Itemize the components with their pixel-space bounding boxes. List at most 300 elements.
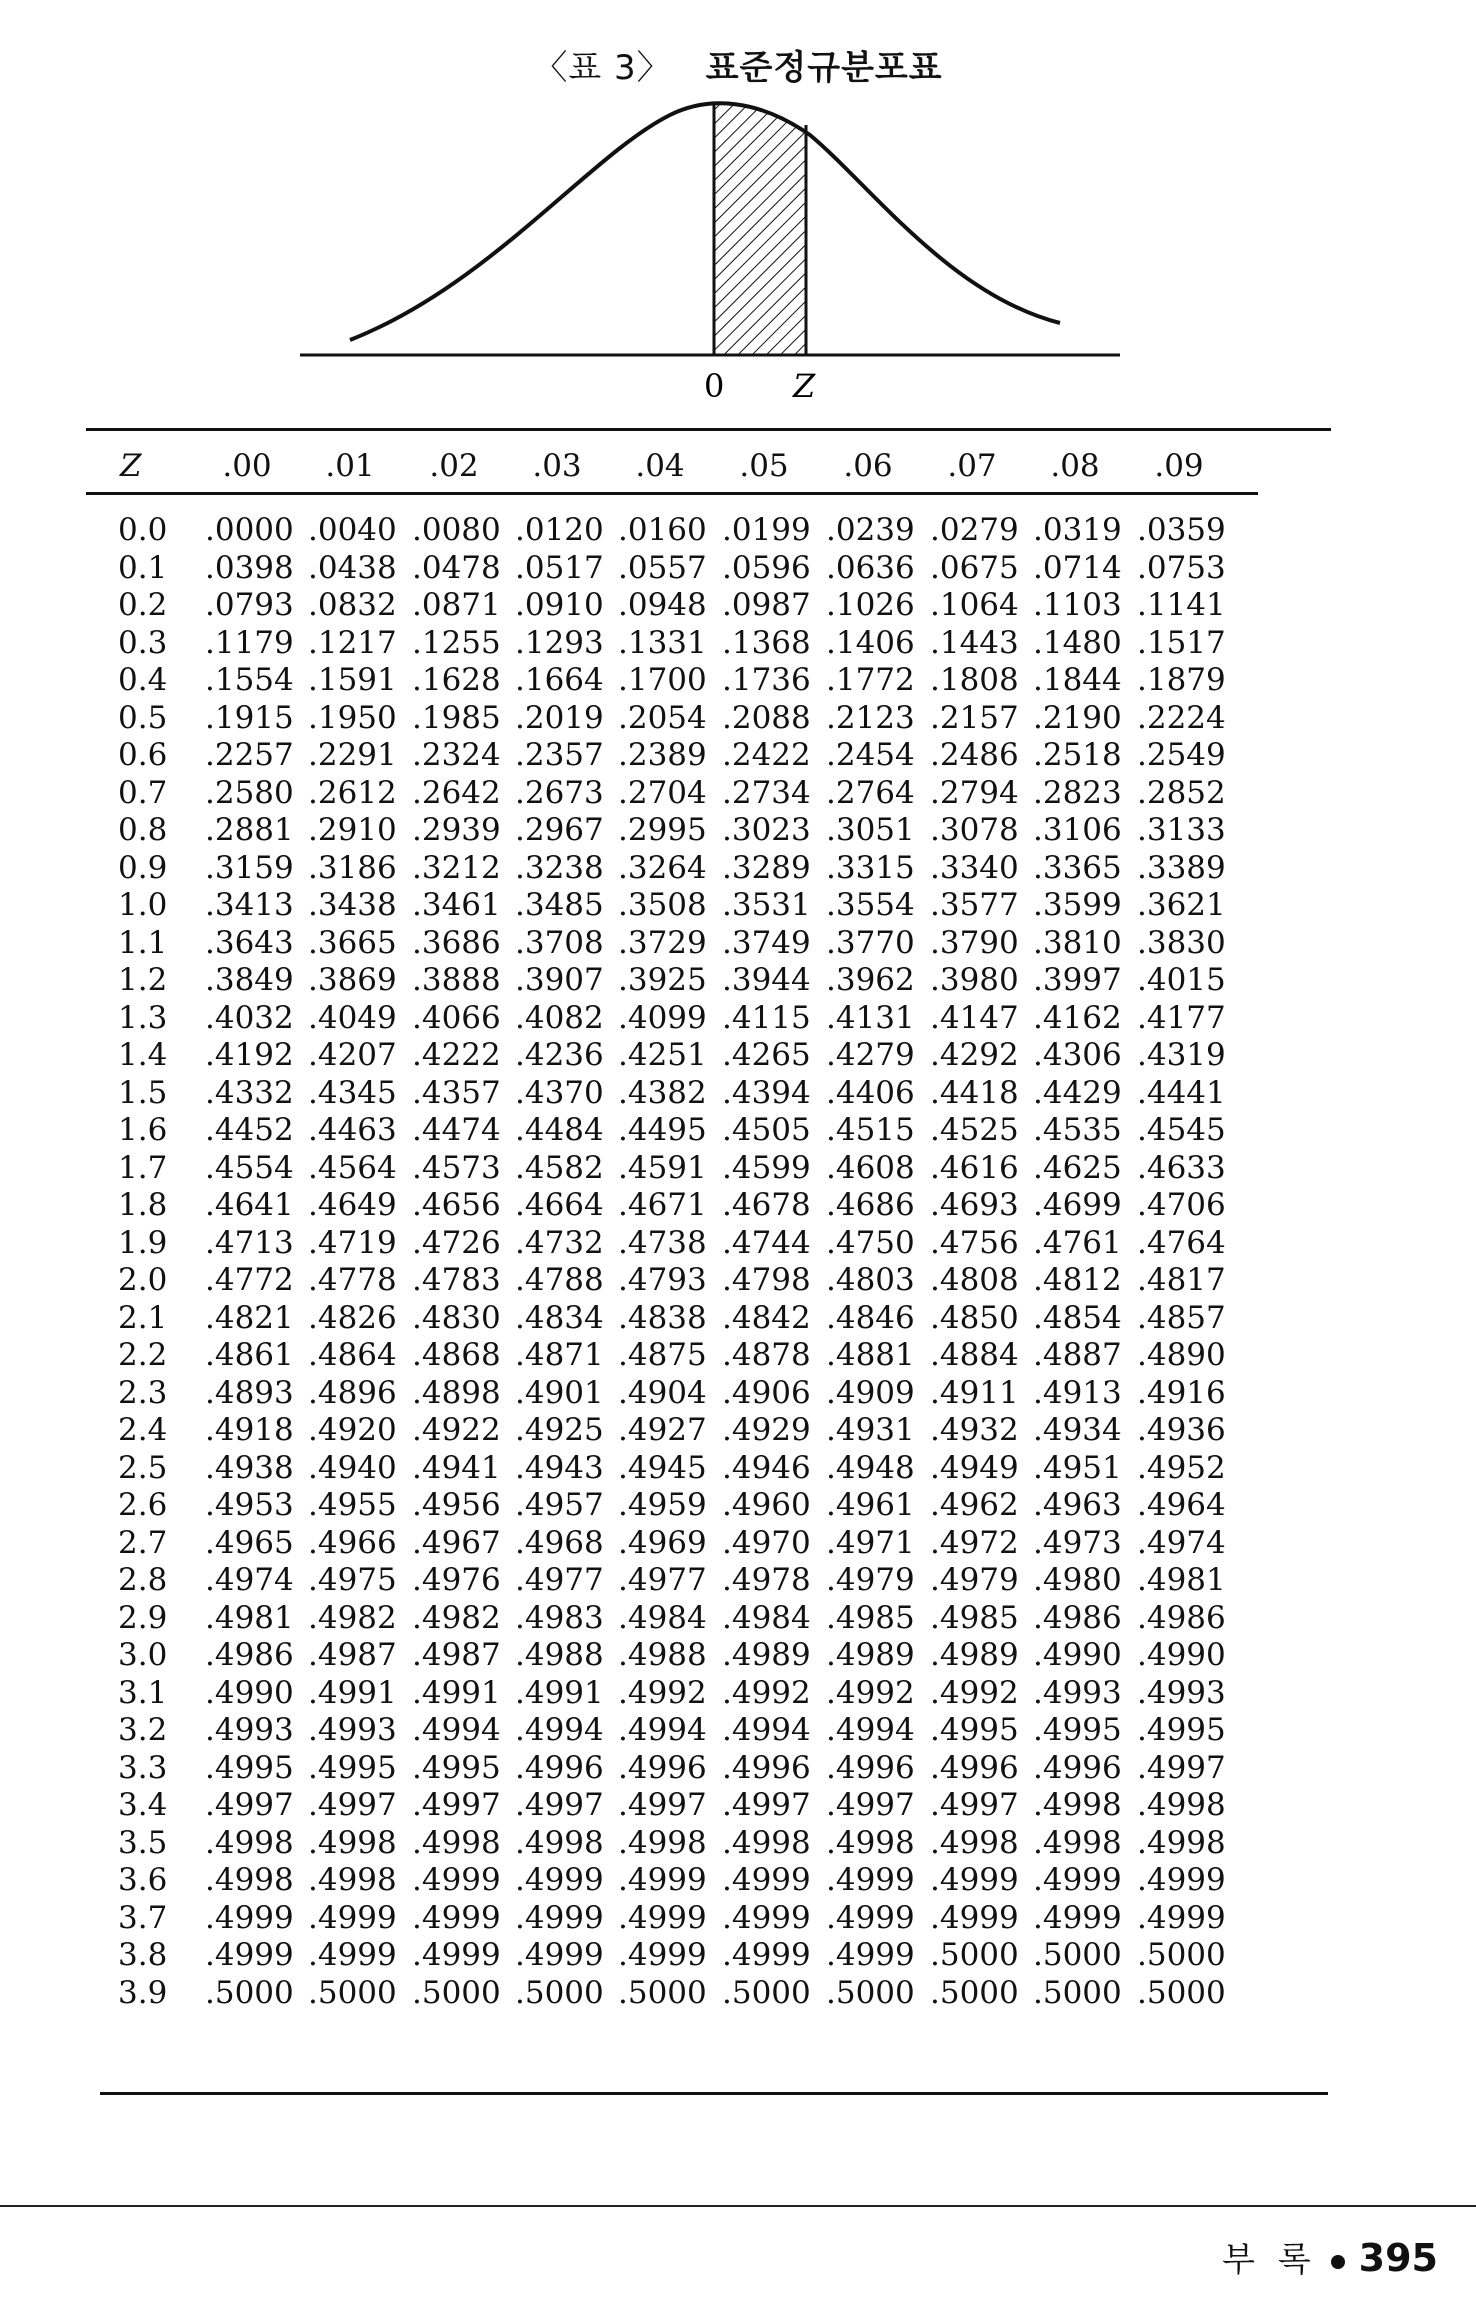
table-cell: .4986: [1137, 1599, 1226, 1636]
shaded-area: [714, 95, 806, 355]
table-cell: .4929: [722, 1412, 811, 1448]
table-cell: .4764: [1137, 1224, 1226, 1261]
table-cell: .3729: [618, 924, 707, 961]
table-cell: .4974: [1137, 1524, 1226, 1561]
table-cell: .2580: [205, 774, 294, 811]
table-cell: .3925: [618, 962, 707, 998]
table-cell: .3643: [205, 924, 294, 961]
table-cell: .4616: [930, 1149, 1019, 1186]
table-cell: .4750: [826, 1224, 915, 1261]
table-cell: .4699: [1033, 1187, 1122, 1223]
table-cell: .4918: [205, 1412, 294, 1448]
table-cell: .4997: [930, 1787, 1019, 1823]
table-cell: .4345: [308, 1074, 397, 1111]
table-cell: .4906: [722, 1374, 811, 1411]
table-row: [0, 1337, 1476, 1373]
table-cell: .4999: [930, 1899, 1019, 1936]
table-cell: .4826: [308, 1299, 397, 1336]
table-cell: .1700: [618, 662, 707, 698]
bullet-icon: [1331, 2255, 1345, 2269]
table-cell: .4452: [205, 1112, 294, 1148]
z-value: 1.0: [118, 887, 168, 923]
z-value: 1.1: [118, 924, 168, 961]
table-cell: .4429: [1033, 1074, 1122, 1111]
table-cell: .1664: [515, 662, 604, 698]
table-cell: .4990: [1033, 1637, 1122, 1673]
table-cell: .3554: [826, 887, 915, 923]
table-cell: .4997: [515, 1787, 604, 1823]
table-cell: .4573: [412, 1149, 501, 1186]
table-cell: .4994: [722, 1712, 811, 1748]
table-cell: .4984: [618, 1599, 707, 1636]
table-cell: .4966: [308, 1524, 397, 1561]
table-cell: .4938: [205, 1449, 294, 1486]
table-cell: .5000: [618, 1974, 707, 2011]
z-value: 0.2: [118, 587, 168, 623]
table-cell: .4251: [618, 1037, 707, 1073]
table-cell: .3869: [308, 962, 397, 998]
table-cell: .1628: [412, 662, 501, 698]
table-cell: .4738: [618, 1224, 707, 1261]
table-cell: .2967: [515, 812, 604, 848]
page-number: 395: [1358, 2236, 1438, 2280]
table-cell: .4370: [515, 1074, 604, 1111]
table-cell: .4726: [412, 1224, 501, 1261]
table-cell: .4972: [930, 1524, 1019, 1561]
table-cell: .4999: [826, 1937, 915, 1973]
table-cell: .4265: [722, 1037, 811, 1073]
table-cell: .4999: [722, 1899, 811, 1936]
table-cell: .4484: [515, 1112, 604, 1148]
table-row: [0, 700, 1476, 736]
table-row: [0, 1225, 1476, 1261]
table-cell: .4982: [412, 1599, 501, 1636]
z-value: 2.5: [118, 1449, 168, 1486]
table-cell: .4991: [412, 1674, 501, 1711]
table-cell: .2939: [412, 812, 501, 848]
table-cell: .4772: [205, 1262, 294, 1298]
table-cell: .4998: [205, 1862, 294, 1898]
table-cell: .4993: [1137, 1674, 1226, 1711]
table-number: 〈표 3〉: [533, 48, 672, 88]
table-cell: .4987: [412, 1637, 501, 1673]
z-value: 3.9: [118, 1974, 168, 2011]
table-cell: .5000: [930, 1937, 1019, 1973]
table-cell: .4656: [412, 1187, 501, 1223]
z-value: 2.0: [118, 1262, 168, 1298]
table-cell: .4032: [205, 999, 294, 1036]
table-row: [0, 1937, 1476, 1973]
header-z: Z: [120, 448, 142, 484]
table-cell: .5000: [412, 1974, 501, 2011]
table-cell: .4788: [515, 1262, 604, 1298]
table-cell: .4608: [826, 1149, 915, 1186]
table-cell: .4808: [930, 1262, 1019, 1298]
table-cell: .4962: [930, 1487, 1019, 1523]
table-cell: .3238: [515, 849, 604, 886]
table-cell: .3485: [515, 887, 604, 923]
header-col: .06: [843, 448, 893, 484]
z-value: 3.7: [118, 1899, 168, 1936]
table-cell: .3264: [618, 849, 707, 886]
table-cell: .3997: [1033, 962, 1122, 998]
table-cell: .4951: [1033, 1449, 1122, 1486]
table-row: [0, 962, 1476, 998]
table-cell: .0478: [412, 549, 501, 586]
table-cell: .3289: [722, 849, 811, 886]
table-row: [0, 1075, 1476, 1111]
table-cell: .4999: [930, 1862, 1019, 1898]
table-cell: .4898: [412, 1374, 501, 1411]
table-cell: .4997: [1137, 1749, 1226, 1786]
table-cell: .2291: [308, 737, 397, 773]
table-cell: .2422: [722, 737, 811, 773]
table-cell: .4985: [930, 1599, 1019, 1636]
table-cell: .4968: [515, 1524, 604, 1561]
table-cell: .4545: [1137, 1112, 1226, 1148]
table-cell: .4992: [826, 1674, 915, 1711]
table-cell: .3810: [1033, 924, 1122, 961]
table-cell: .2454: [826, 737, 915, 773]
z-value: 1.3: [118, 999, 168, 1036]
table-row: [0, 1900, 1476, 1936]
table-cell: .4996: [515, 1749, 604, 1786]
table-cell: .0910: [515, 587, 604, 623]
table-cell: .4357: [412, 1074, 501, 1111]
table-cell: .4982: [308, 1599, 397, 1636]
z-value: 2.4: [118, 1412, 168, 1448]
table-cell: .4957: [515, 1487, 604, 1523]
table-cell: .1331: [618, 624, 707, 661]
z-value: 2.1: [118, 1299, 168, 1336]
table-cell: .0948: [618, 587, 707, 623]
table-cell: .1141: [1137, 587, 1226, 623]
z-value: 3.0: [118, 1637, 168, 1673]
table-cell: .4890: [1137, 1337, 1226, 1373]
table-cell: .3413: [205, 887, 294, 923]
table-cell: .4967: [412, 1524, 501, 1561]
table-cell: .4916: [1137, 1374, 1226, 1411]
z-value: 3.1: [118, 1674, 168, 1711]
table-cell: .3849: [205, 962, 294, 998]
table-cell: .1844: [1033, 662, 1122, 698]
table-cell: .1554: [205, 662, 294, 698]
table-cell: .2088: [722, 699, 811, 736]
table-cell: .4983: [515, 1599, 604, 1636]
z-value: 0.6: [118, 737, 168, 773]
table-cell: .4999: [618, 1937, 707, 1973]
table-cell: .5000: [1033, 1974, 1122, 2011]
table-cell: .4279: [826, 1037, 915, 1073]
table-cell: .2357: [515, 737, 604, 773]
table-cell: .3830: [1137, 924, 1226, 961]
table-cell: .0596: [722, 549, 811, 586]
table-cell: .4015: [1137, 962, 1226, 998]
table-cell: .4991: [308, 1674, 397, 1711]
table-cell: .4998: [515, 1824, 604, 1861]
table-cell: .4996: [826, 1749, 915, 1786]
table-cell: .4999: [1033, 1899, 1122, 1936]
table-cell: .4564: [308, 1149, 397, 1186]
table-cell: .2764: [826, 774, 915, 811]
table-cell: .4236: [515, 1037, 604, 1073]
table-cell: .4998: [1033, 1824, 1122, 1861]
table-cell: .4994: [826, 1712, 915, 1748]
table-row: [0, 1037, 1476, 1073]
table-cell: .2549: [1137, 737, 1226, 773]
table-row: [0, 1150, 1476, 1186]
table-cell: .4418: [930, 1074, 1019, 1111]
table-cell: .4633: [1137, 1149, 1226, 1186]
table-cell: .4989: [826, 1637, 915, 1673]
table-cell: .0987: [722, 587, 811, 623]
table-row: [0, 850, 1476, 886]
table-cell: .4995: [412, 1749, 501, 1786]
table-cell: .4986: [205, 1637, 294, 1673]
table-cell: .1293: [515, 624, 604, 661]
table-cell: .4998: [930, 1824, 1019, 1861]
table-cell: .2389: [618, 737, 707, 773]
table-cell: .4960: [722, 1487, 811, 1523]
table-cell: .4871: [515, 1337, 604, 1373]
table-cell: .4978: [722, 1562, 811, 1598]
table-cell: .3365: [1033, 849, 1122, 886]
table-cell: .4996: [618, 1749, 707, 1786]
table-cell: .4940: [308, 1449, 397, 1486]
z-value: 1.2: [118, 962, 168, 998]
table-cell: .5000: [205, 1974, 294, 2011]
z-value: 0.3: [118, 624, 168, 661]
table-cell: .4999: [412, 1937, 501, 1973]
header-col: .03: [532, 448, 582, 484]
table-cell: .4177: [1137, 999, 1226, 1036]
table-cell: .0438: [308, 549, 397, 586]
table-cell: .4783: [412, 1262, 501, 1298]
table-cell: .4994: [515, 1712, 604, 1748]
table-cell: .0359: [1137, 512, 1226, 548]
table-cell: .4554: [205, 1149, 294, 1186]
page-title: [0, 40, 1476, 89]
table-cell: .5000: [930, 1974, 1019, 2011]
table-cell: .4222: [412, 1037, 501, 1073]
table-cell: .4441: [1137, 1074, 1226, 1111]
table-cell: .4990: [1137, 1637, 1226, 1673]
table-row: [0, 1525, 1476, 1561]
table-cell: .3790: [930, 924, 1019, 961]
table-cell: .4868: [412, 1337, 501, 1373]
table-cell: .4948: [826, 1449, 915, 1486]
label-z: Z: [793, 367, 816, 405]
table-cell: .4830: [412, 1299, 501, 1336]
table-cell: .4992: [722, 1674, 811, 1711]
table-cell: .4980: [1033, 1562, 1122, 1598]
table-cell: .5000: [1033, 1937, 1122, 1973]
table-cell: .4319: [1137, 1037, 1226, 1073]
table-cell: .4535: [1033, 1112, 1122, 1148]
table-cell: .3665: [308, 924, 397, 961]
table-cell: .2995: [618, 812, 707, 848]
table-row: [0, 1187, 1476, 1223]
table-cell: .4988: [618, 1637, 707, 1673]
table-cell: .3708: [515, 924, 604, 961]
table-cell: .4732: [515, 1224, 604, 1261]
table-cell: .4515: [826, 1112, 915, 1148]
table-cell: .5000: [1137, 1937, 1226, 1973]
table-cell: .0239: [826, 512, 915, 548]
table-cell: .4821: [205, 1299, 294, 1336]
table-cell: .4878: [722, 1337, 811, 1373]
table-cell: .4812: [1033, 1262, 1122, 1298]
table-cell: .4932: [930, 1412, 1019, 1448]
table-cell: .1368: [722, 624, 811, 661]
table-cell: .1517: [1137, 624, 1226, 661]
table-cell: .3888: [412, 962, 501, 998]
table-cell: .3770: [826, 924, 915, 961]
bell-curve: [350, 103, 1060, 340]
table-cell: .4965: [205, 1524, 294, 1561]
table-cell: .4999: [308, 1937, 397, 1973]
table-cell: .1443: [930, 624, 1019, 661]
table-cell: .4505: [722, 1112, 811, 1148]
z-value: 1.5: [118, 1074, 168, 1111]
table-cell: .4999: [515, 1937, 604, 1973]
table-row: [0, 1412, 1476, 1448]
table-cell: .4999: [618, 1899, 707, 1936]
table-cell: .1985: [412, 699, 501, 736]
table-cell: .3962: [826, 962, 915, 998]
table-cell: .0040: [308, 512, 397, 548]
table-row: [0, 1637, 1476, 1673]
table-cell: .1026: [826, 587, 915, 623]
table-cell: .4798: [722, 1262, 811, 1298]
z-value: 3.2: [118, 1712, 168, 1748]
table-cell: .4678: [722, 1187, 811, 1223]
table-cell: .4999: [205, 1899, 294, 1936]
table-cell: .4998: [412, 1824, 501, 1861]
table-cell: .0871: [412, 587, 501, 623]
table-cell: .0160: [618, 512, 707, 548]
table-cell: .4896: [308, 1374, 397, 1411]
table-cell: .4994: [618, 1712, 707, 1748]
table-cell: .4987: [308, 1637, 397, 1673]
table-cell: .4920: [308, 1412, 397, 1448]
table-cell: .4066: [412, 999, 501, 1036]
table-cell: .4981: [1137, 1562, 1226, 1598]
table-cell: .4964: [1137, 1487, 1226, 1523]
table-cell: .2123: [826, 699, 915, 736]
table-row: [0, 512, 1476, 548]
table-cell: .4999: [515, 1862, 604, 1898]
table-cell: .4993: [205, 1712, 294, 1748]
table-cell: .4582: [515, 1149, 604, 1186]
table-cell: .4991: [515, 1674, 604, 1711]
table-cell: .0517: [515, 549, 604, 586]
table-row: [0, 1450, 1476, 1486]
table-cell: .4332: [205, 1074, 294, 1111]
table-cell: .2794: [930, 774, 1019, 811]
z-value: 0.7: [118, 774, 168, 811]
table-cell: .4817: [1137, 1262, 1226, 1298]
table-cell: .4970: [722, 1524, 811, 1561]
table-cell: .3686: [412, 924, 501, 961]
table-cell: .4996: [1033, 1749, 1122, 1786]
table-cell: .4999: [826, 1862, 915, 1898]
table-cell: .3461: [412, 887, 501, 923]
table-cell: .4976: [412, 1562, 501, 1598]
z-value: 0.8: [118, 812, 168, 848]
table-cell: .0279: [930, 512, 1019, 548]
table-cell: .4999: [1137, 1899, 1226, 1936]
table-row: [0, 1750, 1476, 1786]
table-cell: .1915: [205, 699, 294, 736]
header-col: .02: [429, 448, 479, 484]
table-cell: .4893: [205, 1374, 294, 1411]
z-value: 3.5: [118, 1824, 168, 1861]
table-cell: .0714: [1033, 549, 1122, 586]
table-row: [0, 1825, 1476, 1861]
table-cell: .3599: [1033, 887, 1122, 923]
table-cell: .4952: [1137, 1449, 1226, 1486]
z-value: 2.7: [118, 1524, 168, 1561]
table-cell: .4973: [1033, 1524, 1122, 1561]
table-cell: .4992: [618, 1674, 707, 1711]
table-bottom-rule: [100, 2092, 1328, 2095]
table-cell: .1808: [930, 662, 1019, 698]
z-value: 3.6: [118, 1862, 168, 1898]
table-row: [0, 587, 1476, 623]
table-cell: .4992: [930, 1674, 1019, 1711]
table-cell: .2324: [412, 737, 501, 773]
table-cell: .4756: [930, 1224, 1019, 1261]
page-footer: [1222, 2232, 1438, 2281]
table-cell: .4985: [826, 1599, 915, 1636]
table-cell: .4974: [205, 1562, 294, 1598]
table-cell: .3106: [1033, 812, 1122, 848]
table-cell: .1591: [308, 662, 397, 698]
table-cell: .4936: [1137, 1412, 1226, 1448]
table-row: [0, 662, 1476, 698]
footer-rule: [0, 2205, 1476, 2207]
table-row: [0, 1262, 1476, 1298]
table-cell: .4082: [515, 999, 604, 1036]
table-cell: .4998: [205, 1824, 294, 1861]
table-cell: .4995: [1033, 1712, 1122, 1748]
table-cell: .2881: [205, 812, 294, 848]
table-cell: .4778: [308, 1262, 397, 1298]
table-cell: .4857: [1137, 1299, 1226, 1336]
table-row: [0, 1112, 1476, 1148]
z-value: 3.4: [118, 1787, 168, 1823]
table-cell: .4793: [618, 1262, 707, 1298]
table-row: [0, 550, 1476, 586]
table-cell: .4927: [618, 1412, 707, 1448]
z-value: 0.1: [118, 549, 168, 586]
table-cell: .4999: [618, 1862, 707, 1898]
table-cell: .4996: [722, 1749, 811, 1786]
table-cell: .3023: [722, 812, 811, 848]
table-cell: .4861: [205, 1337, 294, 1373]
table-cell: .4099: [618, 999, 707, 1036]
table-cell: .4999: [1137, 1862, 1226, 1898]
header-col: .05: [739, 448, 789, 484]
table-cell: .2673: [515, 774, 604, 811]
table-cell: .4999: [722, 1862, 811, 1898]
table-cell: .3133: [1137, 812, 1226, 848]
table-row: [0, 1562, 1476, 1598]
table-cell: .0636: [826, 549, 915, 586]
table-cell: .4949: [930, 1449, 1019, 1486]
table-cell: .4994: [412, 1712, 501, 1748]
